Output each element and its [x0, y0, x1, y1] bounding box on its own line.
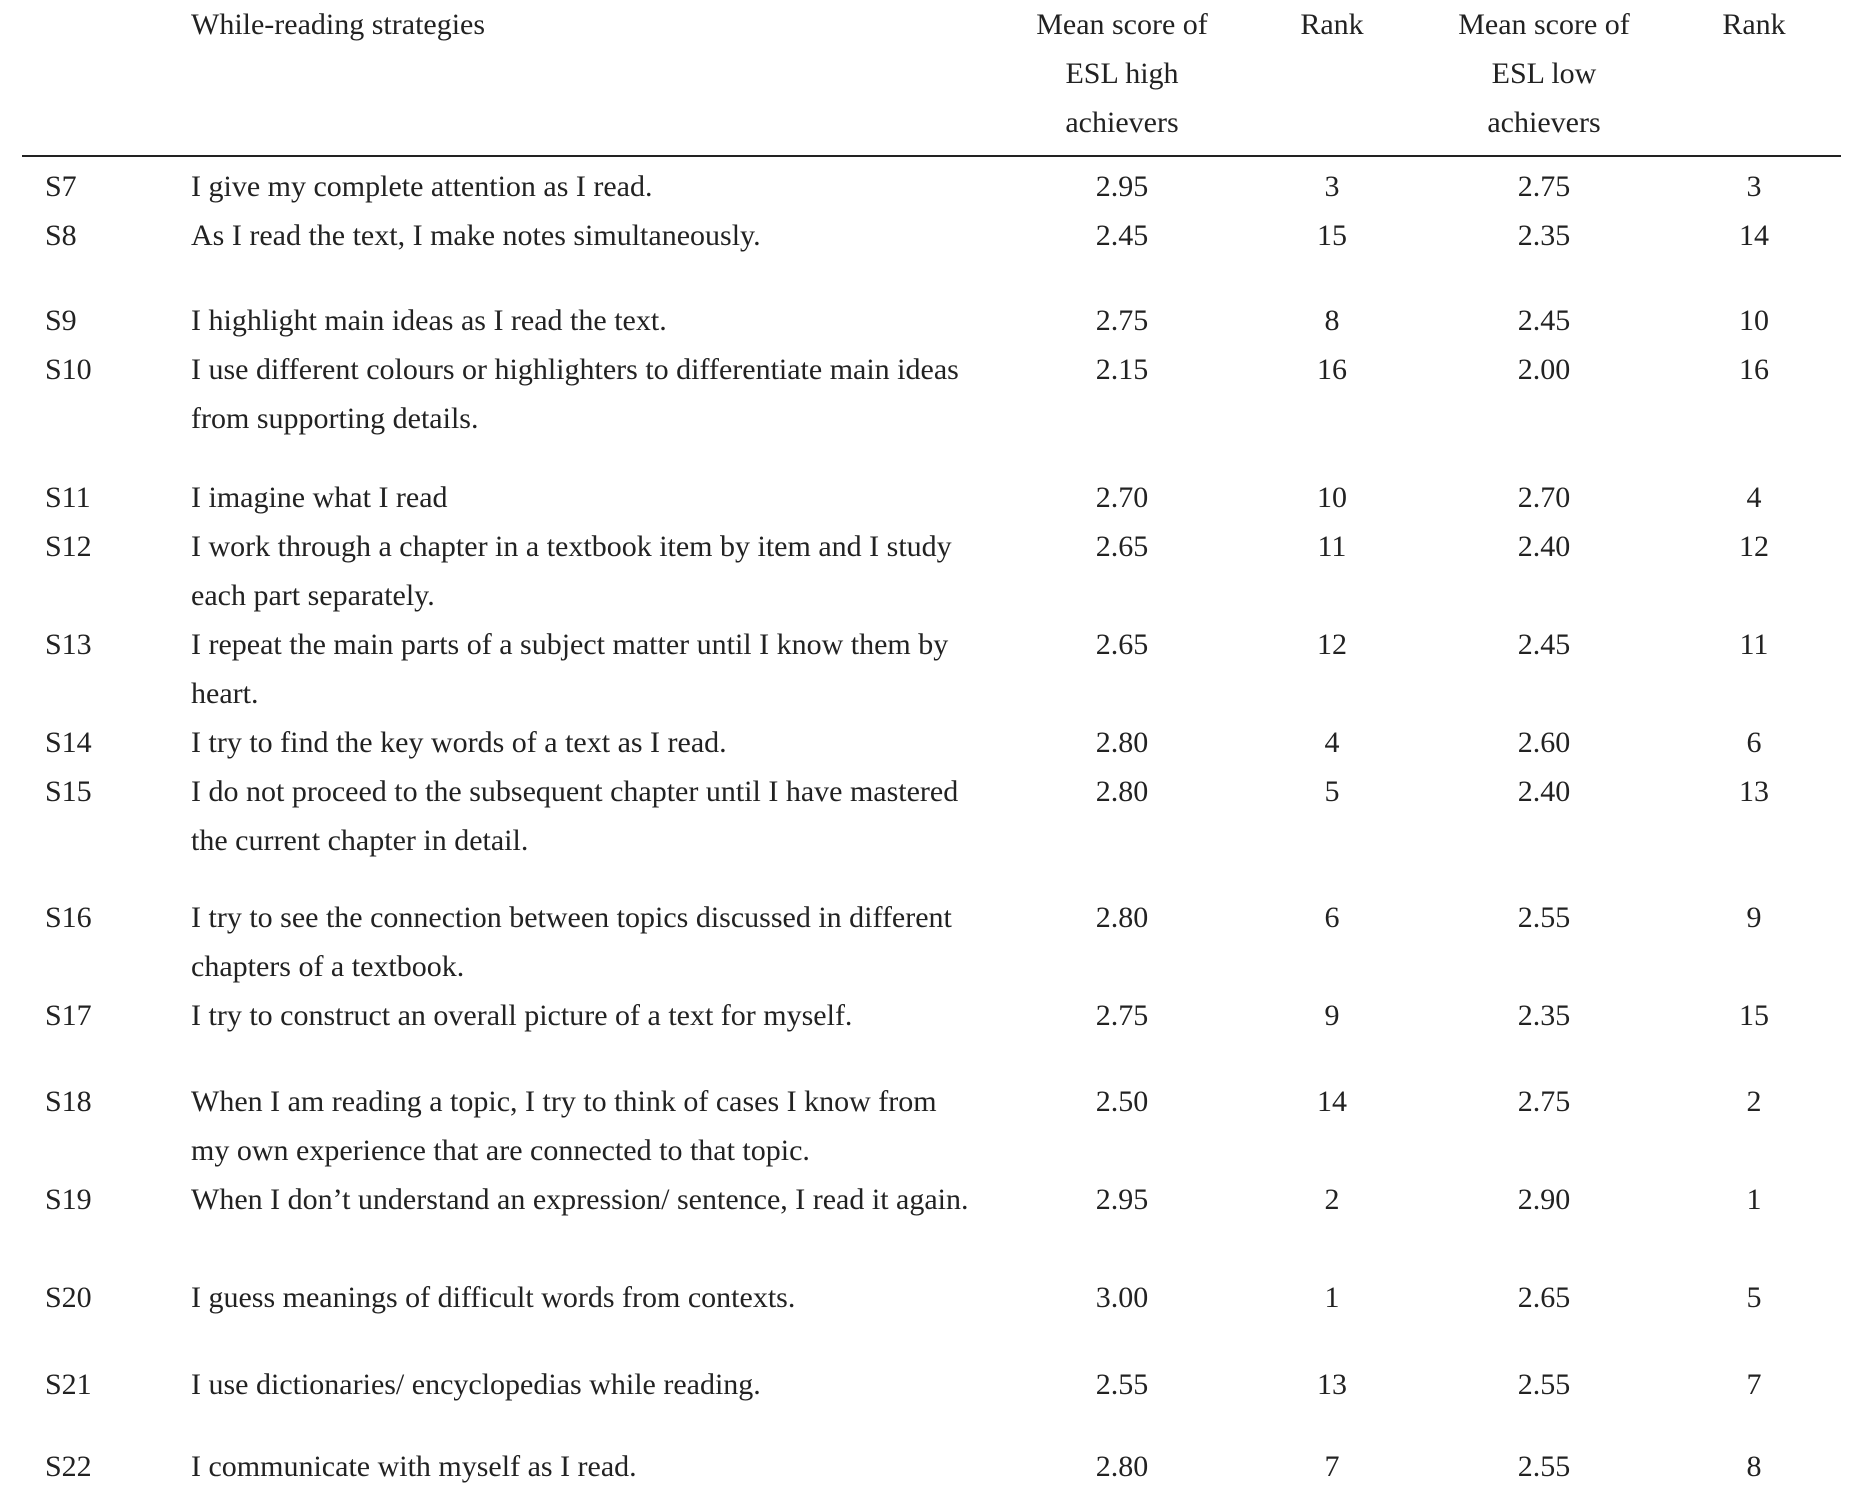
- row-high-mean: 2.80: [1095, 775, 1149, 808]
- row-high-rank: 7: [1324, 1450, 1340, 1483]
- row-low-mean: 2.75: [1517, 1085, 1571, 1118]
- row-low-mean: 2.65: [1517, 1281, 1571, 1314]
- row-strategy: When I don’t understand an expression/ sentence, I read it again.: [191, 1183, 969, 1216]
- row-low-rank: 4: [1746, 481, 1762, 514]
- row-low-rank: 11: [1739, 628, 1769, 661]
- header-rule: [22, 155, 1841, 157]
- row-high-mean: 2.95: [1095, 170, 1149, 203]
- row-strategy: I try to see the connection between topics discussed in different chapters of a textbook.: [191, 901, 952, 983]
- row-id: S20: [45, 1281, 92, 1314]
- row-high-mean: 2.80: [1095, 726, 1149, 759]
- row-low-mean: 2.35: [1517, 999, 1571, 1032]
- row-low-mean: 2.00: [1517, 353, 1571, 386]
- row-id: S18: [45, 1085, 92, 1118]
- row-high-mean: 2.80: [1095, 1450, 1149, 1483]
- row-low-rank: 13: [1739, 775, 1769, 808]
- row-strategy: I work through a chapter in a textbook item by item and I study each part separately.: [191, 530, 952, 612]
- row-high-rank: 1: [1324, 1281, 1340, 1314]
- row-high-rank: 13: [1317, 1368, 1347, 1401]
- row-low-rank: 16: [1739, 353, 1769, 386]
- header-strategies: While-reading strategies: [191, 8, 486, 41]
- row-high-mean: 2.75: [1095, 304, 1149, 337]
- row-id: S11: [45, 481, 91, 514]
- row-high-mean: 2.95: [1095, 1183, 1149, 1216]
- row-id: S16: [45, 901, 92, 934]
- row-high-mean: 2.55: [1095, 1368, 1149, 1401]
- row-high-rank: 9: [1324, 999, 1340, 1032]
- row-high-rank: 6: [1324, 901, 1340, 934]
- row-high-mean: 2.15: [1095, 353, 1149, 386]
- row-strategy: I try to find the key words of a text as I read.: [191, 726, 727, 759]
- row-low-rank: 6: [1746, 726, 1762, 759]
- row-strategy: I guess meanings of difficult words from contexts.: [191, 1281, 796, 1314]
- row-id: S22: [45, 1450, 92, 1483]
- row-low-rank: 12: [1739, 530, 1769, 563]
- row-high-mean: 2.75: [1095, 999, 1149, 1032]
- row-high-rank: 3: [1324, 170, 1340, 203]
- row-low-mean: 2.40: [1517, 530, 1571, 563]
- row-high-rank: 16: [1317, 353, 1347, 386]
- row-id: S7: [45, 170, 77, 203]
- row-high-rank: 14: [1317, 1085, 1347, 1118]
- row-strategy: I use different colours or highlighters to differentiate main ideas from supporting details.: [191, 353, 959, 435]
- row-id: S14: [45, 726, 92, 759]
- row-high-rank: 15: [1317, 219, 1347, 252]
- row-strategy: As I read the text, I make notes simultaneously.: [191, 219, 761, 252]
- header-low-rank: Rank: [1722, 8, 1786, 41]
- row-high-rank: 4: [1324, 726, 1340, 759]
- row-low-mean: 2.75: [1517, 170, 1571, 203]
- row-low-rank: 7: [1746, 1368, 1762, 1401]
- header-low-mean: Mean score of ESL low achievers: [1458, 8, 1630, 139]
- row-strategy: I do not proceed to the subsequent chapter until I have mastered the current chapter in detail.: [191, 775, 959, 857]
- row-low-rank: 5: [1746, 1281, 1762, 1314]
- row-low-rank: 10: [1739, 304, 1769, 337]
- row-high-mean: 3.00: [1095, 1281, 1149, 1314]
- row-low-rank: 14: [1739, 219, 1769, 252]
- row-strategy: I try to construct an overall picture of a text for myself.: [191, 999, 853, 1032]
- row-low-mean: 2.40: [1517, 775, 1571, 808]
- row-low-mean: 2.55: [1517, 1368, 1571, 1401]
- row-strategy: I highlight main ideas as I read the text.: [191, 304, 667, 337]
- row-low-mean: 2.90: [1517, 1183, 1571, 1216]
- header-high-rank: Rank: [1300, 8, 1364, 41]
- row-id: S15: [45, 775, 92, 808]
- row-low-mean: 2.70: [1517, 481, 1571, 514]
- row-low-mean: 2.55: [1517, 901, 1571, 934]
- row-low-mean: 2.35: [1517, 219, 1571, 252]
- row-high-rank: 10: [1317, 481, 1347, 514]
- row-low-rank: 2: [1746, 1085, 1762, 1118]
- row-strategy: When I am reading a topic, I try to think of cases I know from my own experience that are connected to that topic.: [191, 1085, 937, 1167]
- row-strategy: I imagine what I read: [191, 481, 448, 514]
- row-low-rank: 9: [1746, 901, 1762, 934]
- row-strategy: I repeat the main parts of a subject matter until I know them by heart.: [191, 628, 949, 710]
- row-low-rank: 3: [1746, 170, 1762, 203]
- row-high-mean: 2.45: [1095, 219, 1149, 252]
- header-high-mean: Mean score of ESL high achievers: [1036, 8, 1208, 139]
- row-high-rank: 8: [1324, 304, 1340, 337]
- row-high-mean: 2.50: [1095, 1085, 1149, 1118]
- row-high-rank: 2: [1324, 1183, 1340, 1216]
- row-high-mean: 2.65: [1095, 530, 1149, 563]
- row-high-rank: 12: [1317, 628, 1347, 661]
- row-id: S12: [45, 530, 92, 563]
- row-low-mean: 2.45: [1517, 304, 1571, 337]
- row-high-mean: 2.65: [1095, 628, 1149, 661]
- row-low-rank: 1: [1746, 1183, 1762, 1216]
- row-strategy: I use dictionaries/ encyclopedias while reading.: [191, 1368, 761, 1401]
- row-high-rank: 11: [1317, 530, 1347, 563]
- row-high-mean: 2.70: [1095, 481, 1149, 514]
- row-id: S21: [45, 1368, 92, 1401]
- row-low-mean: 2.45: [1517, 628, 1571, 661]
- row-low-mean: 2.55: [1517, 1450, 1571, 1483]
- row-low-rank: 8: [1746, 1450, 1762, 1483]
- row-strategy: I give my complete attention as I read.: [191, 170, 653, 203]
- row-id: S9: [45, 304, 77, 337]
- row-high-rank: 5: [1324, 775, 1340, 808]
- row-id: S17: [45, 999, 92, 1032]
- row-low-mean: 2.60: [1517, 726, 1571, 759]
- row-id: S13: [45, 628, 92, 661]
- row-strategy: I communicate with myself as I read.: [191, 1450, 637, 1483]
- row-id: S19: [45, 1183, 92, 1216]
- row-high-mean: 2.80: [1095, 901, 1149, 934]
- row-id: S10: [45, 353, 92, 386]
- row-id: S8: [45, 219, 77, 252]
- row-low-rank: 15: [1739, 999, 1769, 1032]
